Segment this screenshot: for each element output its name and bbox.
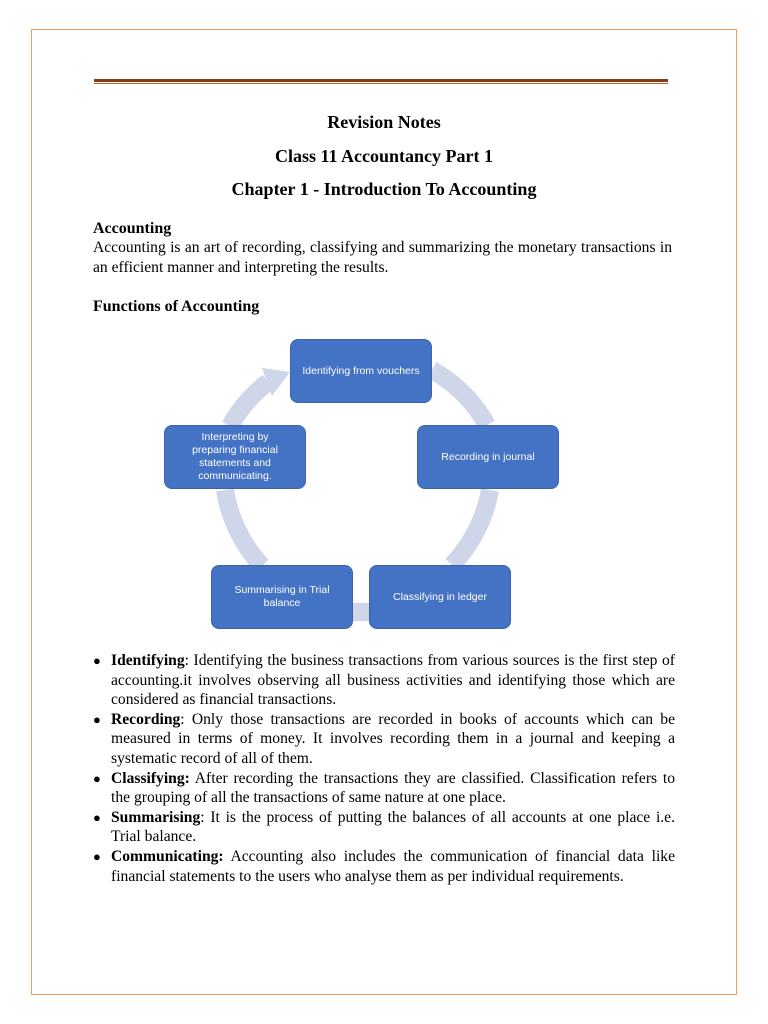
list-item-term: Identifying xyxy=(111,652,185,669)
cycle-box-recording: Recording in journal xyxy=(417,425,559,489)
bullet-dot: ● xyxy=(93,653,101,668)
list-item xyxy=(93,769,675,808)
accounting-heading: Accounting xyxy=(93,220,172,237)
list-item-term: Classifying: xyxy=(111,769,190,787)
bullet-dot: ● xyxy=(93,770,101,786)
list-item-text: Identifying the business transactions from various sources is the first step of accounting.it involves observing all business activities and identifying those which are considered as financial transactions. xyxy=(111,652,675,709)
list-item xyxy=(93,710,675,769)
list-item-text: It is the process of putting the balances of all accounts at one place i.e. Trial balance. xyxy=(111,808,675,846)
functions-list xyxy=(93,651,675,886)
list-item-term: Communicating: xyxy=(111,847,224,865)
list-item-sep: : xyxy=(180,710,185,728)
functions-heading: Functions of Accounting xyxy=(93,298,260,315)
bullet-dot: ● xyxy=(93,809,101,825)
title-revision-notes: Revision Notes xyxy=(327,112,441,132)
header-rule-thin xyxy=(94,83,668,84)
title-chapter: Chapter 1 - Introduction To Accounting xyxy=(231,179,537,199)
cycle-box-summarising: Summarising in Trial balance xyxy=(211,565,353,629)
bullet-dot: ● xyxy=(93,711,101,727)
list-item-text: Only those transactions are recorded in books of accounts which can be measured in terms of money. It involves recording them in a journal and keeping a systematic record of all of them. xyxy=(111,710,675,767)
list-item-term: Recording xyxy=(111,710,181,728)
header-rule xyxy=(94,79,668,82)
list-item-text: After recording the transactions they are classified. Classification refers to the grouping of all the transactions of same nature at one place. xyxy=(111,769,675,807)
accounting-definition: Accounting is an art of recording, classifying and summarizing the monetary transactions in an efficient manner and interpreting the results. xyxy=(93,239,672,276)
list-item-sep: : xyxy=(200,808,205,826)
list-item xyxy=(93,651,675,710)
list-item xyxy=(93,808,675,847)
list-item-text: Accounting also includes the communication of financial data like financial statements to the users who analyse them as per individual requirements. xyxy=(111,847,675,885)
list-item xyxy=(93,847,675,886)
cycle-box-interpreting: Interpreting by preparing financial statements and communicating. xyxy=(164,425,306,489)
list-item-sep: : xyxy=(184,652,189,669)
list-item-term: Summarising xyxy=(111,808,201,826)
cycle-box-identifying: Identifying from vouchers xyxy=(290,339,432,403)
title-class: Class 11 Accountancy Part 1 xyxy=(275,146,493,166)
cycle-box-classifying: Classifying in ledger xyxy=(369,565,511,629)
bullet-dot: ● xyxy=(93,848,101,864)
